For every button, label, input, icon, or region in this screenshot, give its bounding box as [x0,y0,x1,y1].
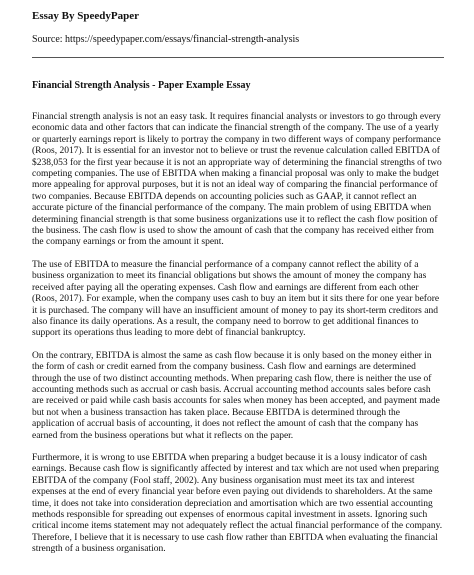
essay-title: Financial Strength Analysis - Paper Example Essay [32,80,251,91]
paragraph-4: Furthermore, it is wrong to use EBITDA when preparing a budget because it is a lousy indicator of cash earnings. Because cash flow is significantly affected by interest and tax which are not used when preparing EBITDA of the company (Fool staff, 2002). Any business organisation must meet its tax and interest expenses at the end of every financial year before even paying out dividends to shareholders. At the same time, it does not take into consideration depreciation and amortisation which are two essential accounting methods responsible for spreading out expenses of enormous capital investment in assets. Ignoring such critical income items statement may not adequately reflect the actual financial performance of the company. Therefore, I believe that it is necessary to use cash flow rather than EBITDA when evaluating the financial strength of a business organisation. [32,452,443,555]
paragraph-2: The use of EBITDA to measure the financial performance of a company cannot reflect the ability of a business organization to meet its financial obligations but shows the amount of money the company has received after paying all the operating expenses. Cash flow and earnings are different from each other (Roos, 2017). For example, when the company uses cash to buy an item but it sits there for one year before it is purchased. The company will have an insufficient amount of money to pay its short-term creditors and also finance its daily operations. As a result, the company need to borrow to get additional finances to support its operations thus leading to more debt of financial bankruptcy. [32,259,440,339]
source-line[interactable]: Source: https://speedypaper.com/essays/financial-strength-analysis [32,34,300,45]
paragraph-1: Financial strength analysis is not an easy task. It requires financial analysts or investors to go through every economic data and other factors that can indicate the financial strength of the company. The use of a yearly or quarterly earnings report is likely to portray the company in two different ways of company performance (Roos, 2017). It is essential for an investor not to believe or trust the revenue calculation called EBITDA of $238,053 for the first year because it is not an appropriate way of determining the financial strengths of two competing companies. The use of EBITDA when making a financial proposal was only to make the budget more appealing for approval purposes, but it is not an ideal way of comparing the financial performance of two companies. Because EBITDA depends on accounting policies such as GAAP, it cannot reflect an accurate picture of the financial performance of the company. The main problem of using EBITDA when determining financial strength is that some business organizations use it to reflect the cash flow position of the business. The cash flow is used to show the amount of cash that the company has received either from the company earnings or from the amount it spent. [32,112,442,248]
essay-body [32,112,444,567]
header-divider [32,57,444,58]
paragraph-3: On the contrary, EBITDA is almost the same as cash flow because it is only based on the money either in the form of cash or credit earned from the company business. Cash flow and earnings are determined through the use of two distinct accounting methods. When preparing cash flow, there is neither the use of accounting methods such as accrual or cash basis. Accrual accounting method accounts sales before cash are received or paid while cash basis accounts for sales when money has been accepted, and payment made but not when a business transaction has taken place. Because EBITDA is determined through the application of accrual basis of accounting, it does not reflect the amount of cash that the company has earned from the business operations but what it reflects on the paper. [32,350,440,441]
site-brand: Essay By SpeedyPaper [32,10,139,22]
